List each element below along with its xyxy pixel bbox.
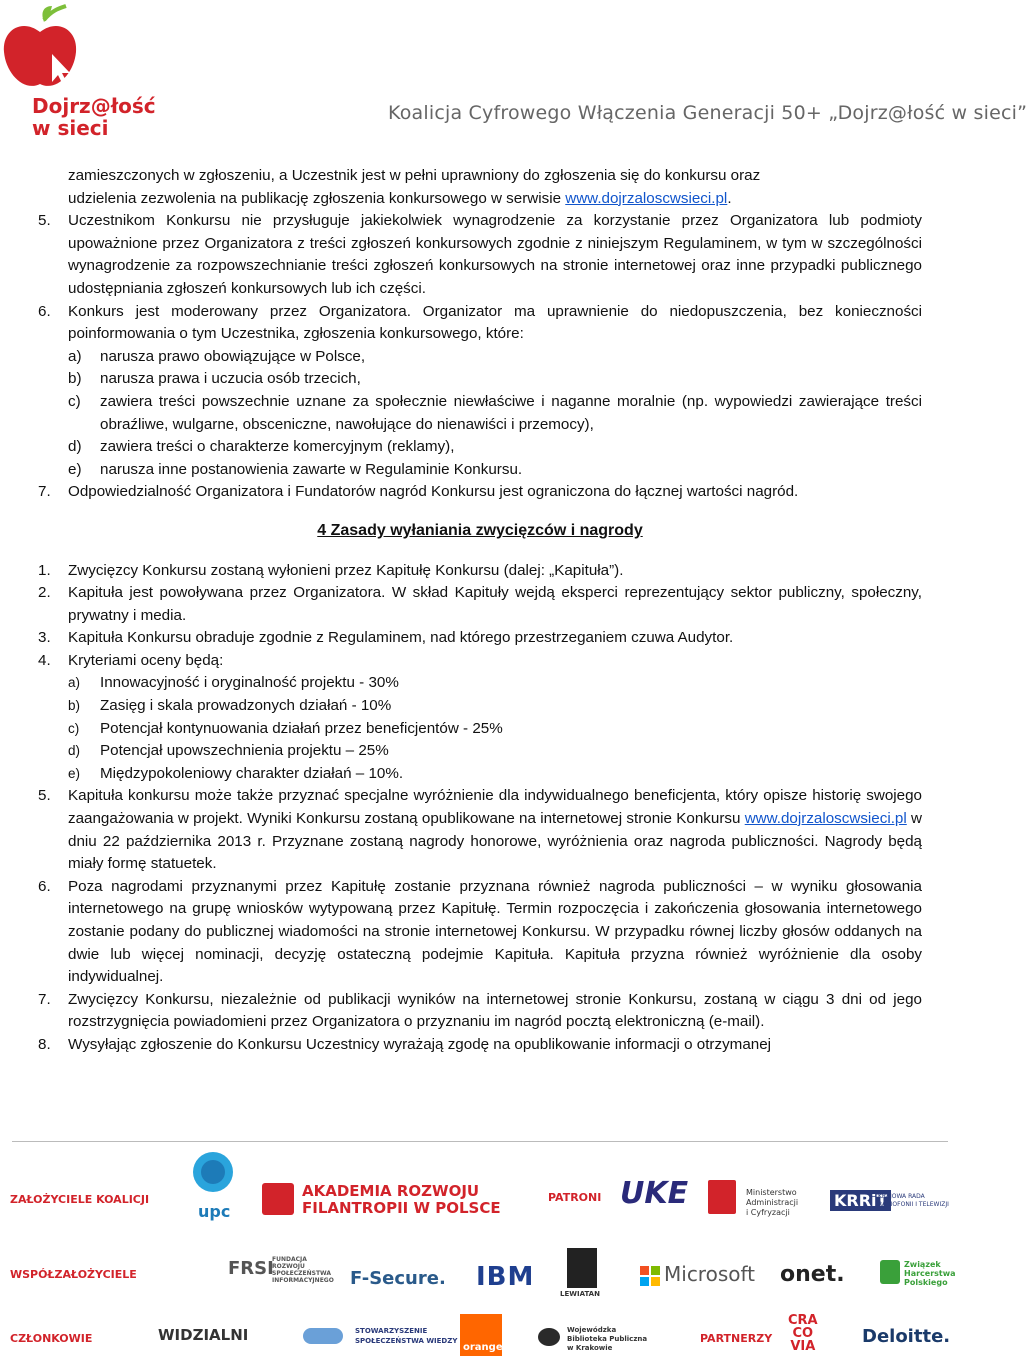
criterion-item: c) Potencjał kontynuowania działań przez beneficjentów - 25% [68,719,503,737]
fsecure-logo: F-Secure. [350,1268,446,1289]
microsoft-logo: Microsoft [664,1262,756,1286]
logo-line1: Dojrz@łość [32,94,156,118]
dojrzalosc-logo [0,0,156,150]
group-partners: PARTNERZY [700,1332,773,1345]
list-item: 6. Poza nagrodami przyznanymi przez Kapitułę zostanie przyznana również nagroda publiczności – w wyniku głosowania internetowego na grupę wniosków wytypowaną przez Kapitułę. Termin rozpoczęcia i zakończenia głosowania internetowego zostanie podany do publicznej wiadomości na stronie internetowej Konkursu. W przypadku równej liczby głosów oddanych na dwie lub więcej nominacji, decyzję ostateczną podejmie Kapituła. Kapituła przyzna również wyróżnienie dla osoby indywidualnej. [38,877,922,986]
apple-icon [0,0,150,100]
list-item: 2. Kapituła jest powoływana przez Organizatora. W skład Kapituły wejdą eksperci reprezentujący sektor publiczny, społeczny, prywatny i media. [38,584,922,624]
uke-logo: UKE [620,1176,689,1211]
ibm-logo: IBM [476,1262,535,1292]
criterion-item: b) Zasięg i skala prowadzonych działań - 10% [68,697,392,715]
sponsors-footer [0,1148,960,1368]
widzialni-logo: WIDZIALNI [158,1326,249,1344]
akademia-icon [262,1183,294,1215]
zhp-logo: Związek Harcerstwa Polskiego [904,1260,956,1287]
akademia-logo: AKADEMIA ROZWOJU FILANTROPII W POLSCE [262,1183,501,1217]
list-item: 5. Uczestnikom Konkursu nie przysługuje jakiekolwiek wynagrodzenie za korzystanie przez Organizatora lub podmioty upoważnione przez Organizatora z treści zgłoszeń konkursowych zgodnie z niniejszym Regulaminem, w tym w szczególności wynagrodzenie za rozpowszechnianie treści zgłoszeń konkursowych na stronie internetowej oraz inne przypadki publicznego udostępniania zgłoszeń konkursowych lub ich części. [38,212,922,297]
list-item: 7. Odpowiedzialność Organizatora i Fundatorów nagród Konkursu jest ograniczona do łącznej wartości nagród. [38,483,799,501]
document-body [38,165,922,1057]
list-item: 1. Zwycięzcy Konkursu zostaną wyłonieni przez Kapitułę Konkursu (dalej: „Kapituła”). [38,561,624,579]
intro-line-2: udzielenia zezwolenia na publikację zgłoszenia konkursowego w serwisie www.dojrzaloscwsieci.pl. [68,189,732,207]
list-item: 4. Kryteriami oceny będą: [38,651,224,669]
sub-item: b) narusza prawa i uczucia osób trzecich, [68,370,361,388]
list-item: 7. Zwycięzcy Konkursu, niezależnie od publikacji wyników na internetowej stronie Konkursu, zostaną w ciągu 3 dni od jego rozstrzygnięcia powiadomieni przez Organizatora o przyznaniu im nagród pocztą elektroniczną (e-mail). [38,990,922,1031]
coalition-title: Koalicja Cyfrowego Włączenia Generacji 50+ „Dojrz@łość w sieci” [388,102,1027,124]
website-link[interactable]: www.dojrzaloscwsieci.pl [744,810,907,828]
frsi-caption: FUNDACJA ROZWOJU SPOŁECZEŃSTWA INFORMACYJNEGO [272,1256,334,1284]
group-members: CZŁONKOWIE [10,1332,93,1345]
krrit-logo: KRRiT [830,1190,891,1211]
intro-line-1: zamieszczonych w zgłoszeniu, a Uczestnik jest w pełni uprawniony do zgłoszenia się do konkursu oraz [68,167,761,184]
biblioteka-icon [538,1328,560,1346]
sub-item: c) zawiera treści powszechnie uznane za społecznie niewłaściwe i naganne moralnie (np. wypowiedzi zawierające treści obraźliwe, wulgarne, obsceniczne, nawołujące do nienawiści i przemocy), [68,392,922,433]
frsi-logo: FRSI [228,1258,274,1279]
eagle-emblem-icon [708,1180,736,1214]
group-patrons: PATRONI [548,1191,602,1204]
criterion-item: d) Potencjał upowszechnienia projektu – 25% [68,742,389,760]
page-header [0,0,1027,150]
ministerstwo-logo: Ministerstwo Administracji i Cyfryzacji [746,1188,799,1217]
group-cofounders: WSPÓŁZAŁOŻYCIELE [10,1268,137,1281]
upc-icon [188,1150,238,1200]
logo-line2: w sieci [32,116,109,140]
lewiatan-icon [567,1248,597,1288]
krakow-logo: CRA CO VIA [788,1313,818,1354]
list-item: 5. Kapituła konkursu może także przyznać specjalne wyróżnienie dla indywidualnego beneficjenta, który opisze historię swojego zaangażowania w projekt. Wyniki Konkursu zostaną opublikowane na internetowej stronie Konkursu www.dojrzaloscwsieci.pl w dniu 22 października 2013 r. Przyznane zostaną nagrody honorowe, wyróżnienia oraz nagroda publiczności. Nagrody będą miały formę statuetek. [38,787,923,873]
microsoft-icon [640,1266,660,1286]
lewiatan-logo: LEWIATAN [560,1290,600,1298]
stowarzyszenie-icon [303,1328,343,1344]
orange-logo: orange [463,1342,503,1353]
deloitte-logo: Deloitte. [862,1326,951,1347]
list-item: 8. Wysyłając zgłoszenie do Konkursu Uczestnicy wyrażają zgodę na opublikowanie informacji o otrzymanej [38,1035,772,1053]
list-item: 6. Konkurs jest moderowany przez Organizatora. Organizator ma uprawnienie do niedopuszczenia, bez konieczności poinformowania o tym Uczestnika, zgłoszenia konkursowego, które: [38,302,922,343]
website-link[interactable]: www.dojrzaloscwsieci.pl [565,189,728,207]
zhp-icon [880,1260,900,1284]
section-title: 4 Zasady wyłaniania zwycięzców i nagrody [317,521,643,539]
footer-divider [12,1141,948,1142]
sub-item: d) zawiera treści o charakterze komercyjnym (reklamy), [68,438,455,456]
sub-item: a) narusza prawo obowiązujące w Polsce, [68,347,366,365]
biblioteka-logo: Wojewódzka Biblioteka Publiczna w Krakowie [567,1326,648,1352]
criterion-item: a) Innowacyjność i oryginalność projektu - 30% [68,674,399,692]
upc-logo: upc [188,1150,238,1204]
krrit-caption: KRAJOWA RADA RADIOFONII I TELEWIZJI [878,1193,949,1208]
onet-logo: onet. [780,1262,845,1287]
group-founders: ZAŁOŻYCIELE KOALICJI [10,1193,150,1206]
sub-item: e) narusza inne postanowienia zawarte w Regulaminie Konkursu. [68,460,523,478]
list-item: 3. Kapituła Konkursu obraduje zgodnie z Regulaminem, nad którego przestrzeganiem czuwa Audytor. [38,629,734,647]
stowarzyszenie-logo: STOWARZYSZENIE SPOŁECZEŃSTWA WIEDZY [355,1327,458,1345]
criterion-item: e) Międzypokoleniowy charakter działań – 10%. [68,764,404,782]
